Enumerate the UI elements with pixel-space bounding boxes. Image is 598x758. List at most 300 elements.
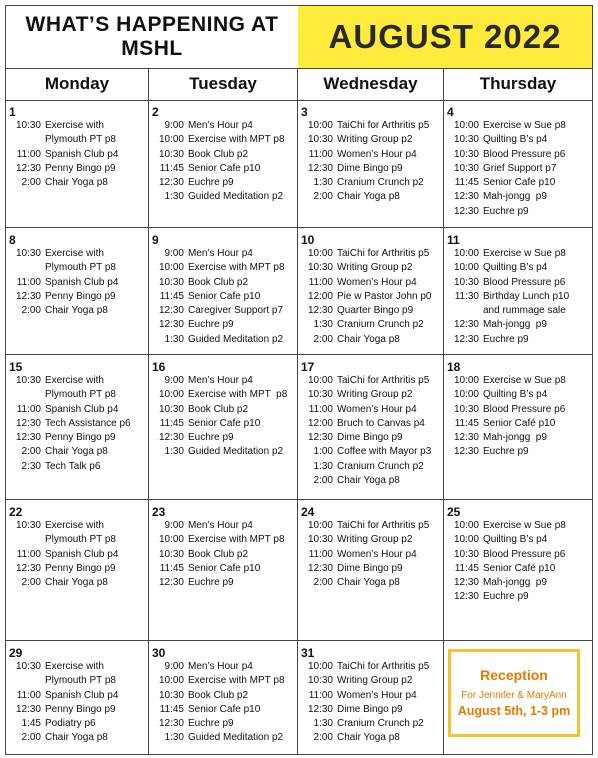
event-title: Spanish Club p4 <box>45 689 119 701</box>
event-item <box>152 689 297 703</box>
event-time: 10:00 <box>453 534 479 546</box>
event-time: 12:30 <box>307 562 333 574</box>
event-item <box>9 276 148 290</box>
weekday-tuesday: Tuesday <box>149 68 298 100</box>
event-time: 10:30 <box>453 134 479 146</box>
event-time: 10:30 <box>15 375 41 386</box>
event-item <box>447 562 592 576</box>
event-time: 10:30 <box>15 120 41 131</box>
event-item <box>152 388 297 402</box>
event-item <box>301 474 443 488</box>
event-item <box>152 548 297 562</box>
event-item <box>447 290 592 304</box>
day-number: 4 <box>447 105 454 119</box>
event-time: 10:30 <box>307 675 333 687</box>
event-title: Guided Meditation p2 <box>188 333 284 345</box>
event-time: 11:45 <box>159 562 184 574</box>
event-time: 12:30 <box>307 305 333 317</box>
reception-notice <box>448 649 580 737</box>
event-item <box>152 176 297 190</box>
event-item <box>152 403 297 417</box>
event-title: Coffee with Mayor p3 <box>337 446 432 458</box>
event-time: 12:30 <box>453 191 479 203</box>
day-number: 15 <box>9 360 23 374</box>
event-time: 2:00 <box>21 177 41 189</box>
event-time: 12:30 <box>453 333 479 345</box>
event-title: Exercise w Sue p8 <box>483 375 566 386</box>
day-number: 30 <box>152 646 166 660</box>
event-time: 2:30 <box>21 460 41 472</box>
event-time: 10:00 <box>158 534 184 546</box>
event-item <box>9 703 148 717</box>
event-title: Euchre p9 <box>188 577 234 589</box>
event-item <box>447 119 592 133</box>
event-time: 12:30 <box>15 162 41 174</box>
event-item <box>301 148 443 162</box>
event-title: Senior Cafe p10 <box>188 290 261 302</box>
weekday-thursday: Thursday <box>479 74 557 93</box>
event-time: 12:30 <box>307 703 333 715</box>
event-item <box>152 533 297 547</box>
event-title: Euchre p9 <box>188 177 234 189</box>
event-item <box>9 304 148 318</box>
event-continuation: Plymouth PT p8 <box>45 262 116 274</box>
event-item <box>9 148 148 162</box>
event-item <box>152 576 297 590</box>
event-time: 9:00 <box>164 120 184 131</box>
day-cell <box>298 228 444 355</box>
day-cell <box>298 500 444 641</box>
event-time: 2:00 <box>313 191 333 203</box>
event-title: Book Club p2 <box>188 403 249 415</box>
event-item <box>301 689 443 703</box>
event-time: 11:45 <box>159 703 184 715</box>
event-time: 10:00 <box>158 389 184 401</box>
event-item <box>152 162 297 176</box>
event-time: 12:30 <box>307 432 333 444</box>
event-continuation: Plymouth PT p8 <box>45 675 116 687</box>
event-item <box>9 403 148 417</box>
event-time: 10:00 <box>158 262 184 274</box>
event-item <box>301 431 443 445</box>
event-title: Chair Yoga p8 <box>45 177 108 189</box>
event-time: 12:30 <box>158 305 184 317</box>
event-title: Mah-jongg p9 <box>483 577 547 589</box>
event-time: 10:00 <box>158 675 184 687</box>
event-time: 10:00 <box>307 248 333 259</box>
event-item <box>301 703 443 717</box>
event-item <box>152 417 297 431</box>
event-title: TaiChi for Arthritis p5 <box>337 661 430 672</box>
event-item <box>447 590 592 604</box>
event-title: Cranium Crunch p2 <box>337 177 424 189</box>
event-title: Senior Cafe p10 <box>483 177 556 189</box>
event-item <box>301 261 443 275</box>
day-number: 17 <box>301 360 315 374</box>
event-item <box>301 162 443 176</box>
event-title: Penny Bingo p9 <box>45 562 116 574</box>
event-time: 10:30 <box>15 661 41 672</box>
event-item <box>447 576 592 590</box>
event-title: Caregiver Support p7 <box>188 305 284 317</box>
event-title: Women’s Hour p4 <box>337 548 417 560</box>
event-item <box>301 674 443 688</box>
event-title: Guided Meditation p2 <box>188 732 284 744</box>
weekday-header-row <box>6 68 592 101</box>
event-time: 12:30 <box>307 162 333 174</box>
event-item <box>447 374 592 388</box>
event-title: Blood Pressure p6 <box>483 148 566 160</box>
event-time: 11:00 <box>308 403 333 415</box>
event-time: 1:30 <box>164 732 184 744</box>
event-item <box>152 304 297 318</box>
event-item <box>301 190 443 204</box>
event-time: 10:00 <box>453 120 479 131</box>
event-time: 9:00 <box>164 661 184 672</box>
event-item <box>447 247 592 261</box>
event-title: Quilting B’s p4 <box>483 262 548 274</box>
day-number: 31 <box>301 646 315 660</box>
event-item <box>301 562 443 576</box>
event-item <box>447 533 592 547</box>
event-title: Senior Cafe p10 <box>188 417 261 429</box>
event-item <box>152 703 297 717</box>
event-title: Chair Yoga p8 <box>337 732 400 744</box>
event-title: Exercise with <box>45 661 104 672</box>
event-title: Senior Café p10 <box>483 417 556 429</box>
event-title: TaiChi for Arthritis p5 <box>337 520 430 531</box>
event-time: 12:30 <box>453 577 479 589</box>
day-cell <box>149 500 298 641</box>
event-title: Senior Cafe p10 <box>188 162 261 174</box>
event-item <box>447 176 592 190</box>
event-item <box>152 290 297 304</box>
event-item <box>9 162 148 176</box>
event-title: Cranium Crunch p2 <box>337 718 424 730</box>
event-item <box>447 417 592 431</box>
event-title: Birthday Lunch p10 <box>483 290 570 302</box>
event-time: 9:00 <box>164 375 184 386</box>
event-title: Men’s Hour p4 <box>188 520 253 531</box>
event-item <box>301 445 443 459</box>
event-item <box>447 519 592 533</box>
event-time: 12:30 <box>158 177 184 189</box>
event-time: 10:30 <box>453 403 479 415</box>
day-number: 18 <box>447 360 461 374</box>
event-time: 12:30 <box>15 290 41 302</box>
event-time: 10:30 <box>453 548 479 560</box>
event-item <box>447 318 592 332</box>
day-cell <box>6 500 149 641</box>
calendar <box>5 5 593 755</box>
event-item <box>9 290 148 304</box>
event-time: 10:00 <box>307 375 333 386</box>
event-time: 10:30 <box>453 162 479 174</box>
day-cell <box>149 355 298 500</box>
event-item <box>152 731 297 745</box>
event-title: Chair Yoga p8 <box>337 577 400 589</box>
page-title <box>6 6 299 68</box>
event-title: Dime Bingo p9 <box>337 703 403 715</box>
event-item <box>152 318 297 332</box>
event-time: 11:30 <box>454 290 479 302</box>
day-number: 22 <box>9 505 23 519</box>
event-time: 12:00 <box>307 290 333 302</box>
day-cell <box>6 641 149 754</box>
event-title: Chair Yoga p8 <box>337 333 400 345</box>
event-time: 9:00 <box>164 248 184 259</box>
event-title: Quarter Bingo p9 <box>337 305 414 317</box>
event-title: Chair Yoga p8 <box>337 475 400 487</box>
event-title: Men’s Hour p4 <box>188 120 253 131</box>
event-item <box>447 431 592 445</box>
event-title: Exercise w Sue p8 <box>483 520 566 531</box>
day-cell <box>444 500 592 641</box>
event-title: Euchre p9 <box>483 591 529 603</box>
event-title: Euchre p9 <box>188 432 234 444</box>
event-time: 1:30 <box>313 319 333 331</box>
day-cell <box>444 355 592 500</box>
event-title: Book Club p2 <box>188 276 249 288</box>
event-title: Exercise with MPT p8 <box>188 262 285 274</box>
event-item <box>447 276 592 290</box>
event-title: Tech Talk p6 <box>45 460 101 472</box>
event-item <box>447 261 592 275</box>
event-item <box>301 333 443 347</box>
event-item <box>301 417 443 431</box>
event-title: Penny Bingo p9 <box>45 703 116 715</box>
event-time: 10:00 <box>307 520 333 531</box>
event-time: 11:45 <box>159 162 184 174</box>
event-item <box>9 431 148 445</box>
event-item <box>9 247 148 261</box>
month-title: AUGUST 2022 <box>298 6 592 68</box>
event-item <box>152 333 297 347</box>
event-time: 11:45 <box>454 177 479 189</box>
day-cell <box>6 100 149 228</box>
event-item <box>301 533 443 547</box>
event-title: Blood Pressure p6 <box>483 276 566 288</box>
weekday-monday: Monday <box>6 68 149 100</box>
event-time: 10:30 <box>307 389 333 401</box>
event-time: 1:45 <box>21 718 41 730</box>
event-title: Writing Group p2 <box>337 675 413 687</box>
event-time: 1:00 <box>313 446 333 458</box>
event-time: 10:00 <box>307 120 333 131</box>
event-item <box>301 318 443 332</box>
event-time: 12:30 <box>453 432 479 444</box>
event-time: 12:30 <box>15 432 41 444</box>
event-title: Guided Meditation p2 <box>188 191 284 203</box>
event-item <box>301 460 443 474</box>
event-item <box>152 133 297 147</box>
event-time: 10:30 <box>15 248 41 259</box>
event-time: 11:00 <box>16 276 41 288</box>
event-title: Senior Café p10 <box>483 562 556 574</box>
event-title: Exercise with <box>45 375 104 386</box>
event-time: 1:30 <box>164 333 184 345</box>
event-title: Spanish Club p4 <box>45 276 119 288</box>
day-number: 29 <box>9 646 23 660</box>
event-time: 11:00 <box>308 689 333 701</box>
event-time: 10:30 <box>158 548 184 560</box>
event-item <box>301 717 443 731</box>
event-title: Dime Bingo p9 <box>337 162 403 174</box>
event-continuation: Plymouth PT p8 <box>45 134 116 146</box>
event-item <box>9 119 148 133</box>
day-cell <box>298 641 444 754</box>
event-item <box>9 417 148 431</box>
event-item <box>301 133 443 147</box>
event-time: 10:30 <box>307 262 333 274</box>
event-item <box>9 731 148 745</box>
event-time: 1:30 <box>313 718 333 730</box>
event-item <box>152 247 297 261</box>
event-time: 11:45 <box>454 562 479 574</box>
reception-title: Reception <box>480 667 548 683</box>
event-title: Pie w Pastor John p0 <box>337 290 432 302</box>
event-item <box>447 333 592 347</box>
event-title: Euchre p9 <box>483 446 529 458</box>
event-time: 10:30 <box>15 520 41 531</box>
event-time: 10:00 <box>453 520 479 531</box>
event-title: Euchre p9 <box>188 718 234 730</box>
event-item <box>9 176 148 190</box>
event-time: 2:00 <box>313 732 333 744</box>
event-time: 2:00 <box>21 577 41 589</box>
event-item <box>447 445 592 459</box>
event-title: Blood Pressure p6 <box>483 548 566 560</box>
day-number: 11 <box>447 233 460 247</box>
event-time: 12:30 <box>453 319 479 331</box>
event-title: Writing Group p2 <box>337 134 413 146</box>
event-item <box>9 548 148 562</box>
event-item <box>9 562 148 576</box>
event-time: 11:45 <box>454 417 479 429</box>
event-item <box>447 190 592 204</box>
event-title: Quilting B’s p4 <box>483 389 548 401</box>
calendar-header <box>6 6 592 69</box>
event-item <box>152 717 297 731</box>
event-title: Women’s Hour p4 <box>337 148 417 160</box>
event-title: Exercise with <box>45 520 104 531</box>
event-time: 1:30 <box>164 446 184 458</box>
day-cell <box>298 100 444 228</box>
day-cell <box>6 228 149 355</box>
event-item <box>9 689 148 703</box>
event-time: 11:00 <box>308 148 333 160</box>
event-time: 10:30 <box>307 534 333 546</box>
event-time: 12:30 <box>158 319 184 331</box>
event-title: Cranium Crunch p2 <box>337 460 424 472</box>
event-title: Book Club p2 <box>188 548 249 560</box>
event-title: Euchre p9 <box>483 333 529 345</box>
day-cell <box>6 355 149 500</box>
event-time: 10:30 <box>158 403 184 415</box>
day-number: 25 <box>447 505 461 519</box>
event-title: Women’s Hour p4 <box>337 276 417 288</box>
event-item <box>152 445 297 459</box>
event-item <box>152 276 297 290</box>
event-title: Chair Yoga p8 <box>45 446 108 458</box>
event-title: Penny Bingo p9 <box>45 290 116 302</box>
event-item <box>301 247 443 261</box>
event-item <box>9 660 148 674</box>
event-item <box>301 290 443 304</box>
event-time: 1:30 <box>164 191 184 203</box>
event-time: 10:00 <box>453 375 479 386</box>
event-item <box>9 460 148 474</box>
event-continuation: Plymouth PT p8 <box>45 534 116 546</box>
event-item <box>447 148 592 162</box>
event-title: Spanish Club p4 <box>45 403 119 415</box>
event-time: 11:45 <box>159 417 184 429</box>
event-time: 10:00 <box>307 661 333 672</box>
event-title: Cranium Crunch p2 <box>337 319 424 331</box>
event-title: Exercise with MPT p8 <box>188 134 285 146</box>
event-time: 10:30 <box>453 148 479 160</box>
reception-date: August 5th, 1-3 pm <box>457 704 571 718</box>
event-time: 2:00 <box>313 577 333 589</box>
day-number: 1 <box>9 105 16 119</box>
event-title: Book Club p2 <box>188 689 249 701</box>
event-item <box>447 133 592 147</box>
event-time: 10:30 <box>158 689 184 701</box>
event-item <box>301 576 443 590</box>
event-item <box>301 403 443 417</box>
event-time: 12:30 <box>15 562 41 574</box>
event-time: 11:00 <box>308 548 333 560</box>
event-item <box>447 403 592 417</box>
event-time: 12:30 <box>453 446 479 458</box>
event-item <box>152 119 297 133</box>
event-item <box>447 388 592 402</box>
event-time: 12:30 <box>15 703 41 715</box>
event-item <box>447 205 592 219</box>
day-cell <box>149 100 298 228</box>
event-time: 12:30 <box>158 432 184 444</box>
event-time: 11:00 <box>16 548 41 560</box>
event-time: 12:30 <box>453 591 479 603</box>
event-title: Chair Yoga p8 <box>45 732 108 744</box>
event-time: 12:30 <box>453 205 479 217</box>
event-item <box>301 731 443 745</box>
event-title: Exercise with MPT p8 <box>188 389 288 401</box>
event-title: Tech Assistance p6 <box>45 417 131 429</box>
event-title: TaiChi for Arthritis p5 <box>337 248 430 259</box>
event-title: Spanish Club p4 <box>45 548 119 560</box>
event-item <box>9 374 148 388</box>
event-item <box>447 162 592 176</box>
event-title: Senior Cafe p10 <box>188 703 261 715</box>
day-cell <box>149 228 298 355</box>
event-title: Exercise with <box>45 248 104 259</box>
day-cell <box>444 228 592 355</box>
event-item <box>447 548 592 562</box>
event-time: 10:30 <box>453 276 479 288</box>
event-item <box>9 576 148 590</box>
event-time: 10:00 <box>453 389 479 401</box>
page-title-text: WHAT’S HAPPENING AT MSHL <box>25 13 279 60</box>
event-title: Penny Bingo p9 <box>45 432 116 444</box>
event-time: 2:00 <box>21 732 41 744</box>
event-title: Penny Bingo p9 <box>45 162 116 174</box>
event-time: 10:30 <box>307 134 333 146</box>
day-number: 23 <box>152 505 166 519</box>
event-time: 2:00 <box>313 475 333 487</box>
event-time: 11:00 <box>16 689 41 701</box>
event-title: Podiatry p6 <box>45 718 96 730</box>
